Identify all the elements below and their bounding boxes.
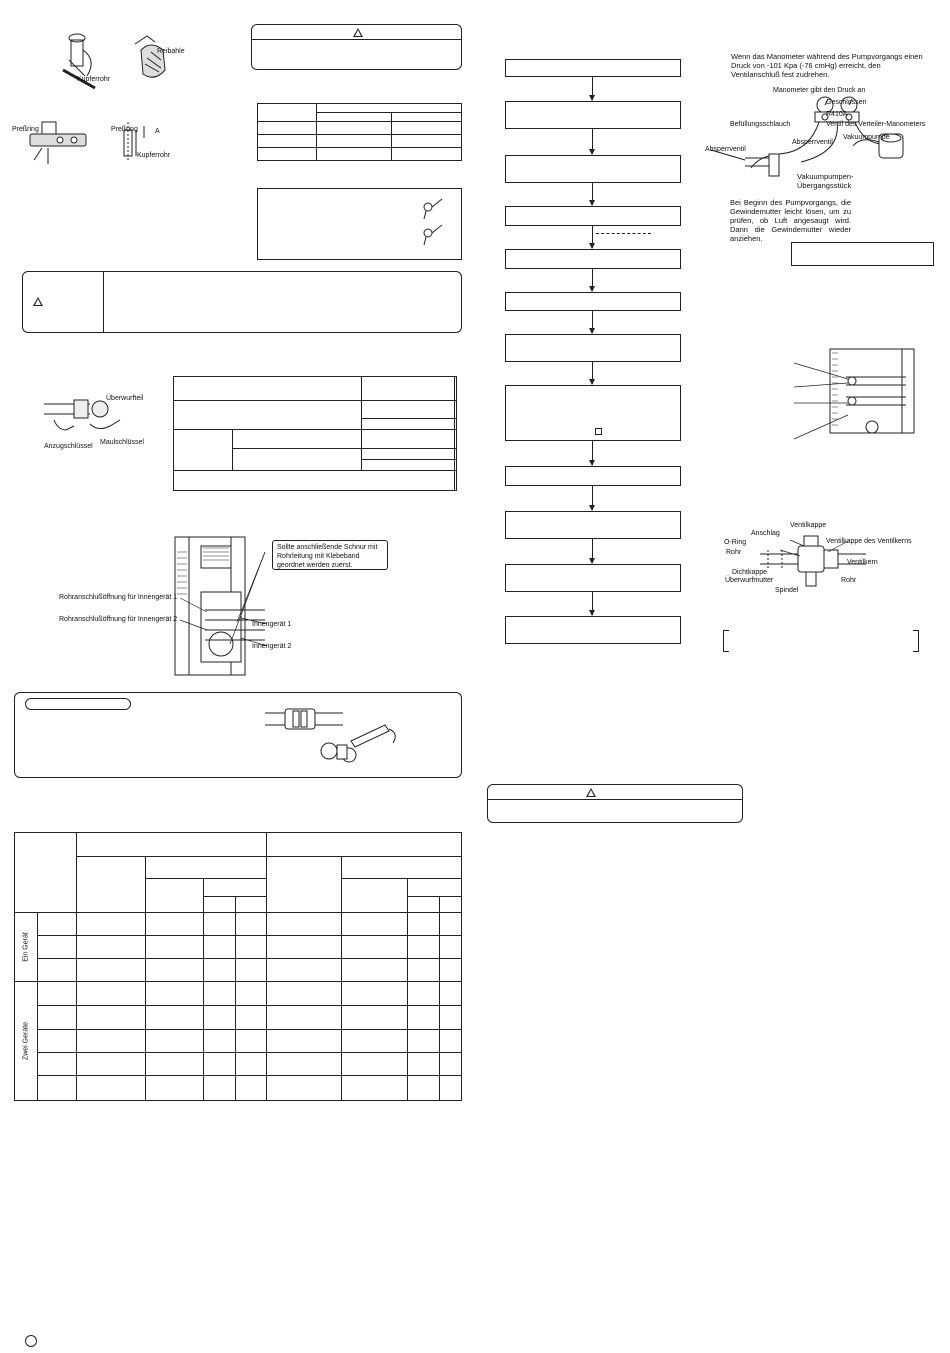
flare-tool-drawing — [12, 112, 172, 174]
flow-step-5 — [505, 249, 681, 269]
flaring-figure — [55, 30, 185, 100]
right-note-box — [791, 242, 934, 266]
shutoff-label-2: Absperrventil — [792, 139, 833, 146]
nut-figure — [30, 390, 150, 455]
manometer-label: Manometer gibt den Druck an — [773, 87, 866, 94]
valve-cap-label: Ventilkappe — [790, 522, 827, 529]
dimension-table — [257, 103, 462, 161]
fill-hose-label: Befüllungsschlauch — [730, 121, 791, 128]
seal-cap-label: Dichtkappe — [732, 569, 768, 576]
spindle-label: Spindel — [775, 587, 799, 594]
leak-test-box — [14, 692, 462, 778]
flow-step-9 — [505, 466, 681, 486]
warning-box — [22, 271, 462, 333]
pump-note-bottom: Bei Beginn des Pumpvorgangs, die Gewindemutter leicht lösen, um zu prüfen, ob Luft angesaugt wird. Dann die Gewindemutter wieder anziehen. — [730, 198, 851, 243]
nut-label: Überwurfteil — [106, 395, 144, 402]
torque-wrench-label: Anzugschlüssel — [44, 443, 93, 450]
note-box — [257, 188, 462, 260]
core-label: Ventilkern — [847, 559, 878, 566]
tube-label: Kupferrohr — [77, 76, 111, 83]
warning-icon — [33, 297, 43, 306]
flaring-drawing — [55, 30, 175, 100]
pipe-length-table — [14, 832, 462, 1101]
pump-figure — [703, 84, 938, 194]
indoor-label-1: Innengerät 1 — [252, 621, 292, 628]
opening-label-1: Rohranschlußöffnung für Innengerät 1 — [59, 594, 178, 601]
leak-test-drawing — [263, 699, 413, 771]
outdoor-callout: Sollte anschließende Schnur mit Rohrleitung mit Klebeband geordnet werden zuerst. — [272, 540, 388, 570]
pump-note-top: Wenn das Manometer während des Pumpvorgangs einen Druck von -101 Kpa (-76 cmHg) erreicht, den Ventilanschluß fest zudrehen. — [731, 52, 923, 79]
flow-arrow — [592, 183, 593, 205]
vacuum-pump-label: Vakuumpumpe — [843, 134, 890, 141]
flow-step-11 — [505, 564, 681, 592]
warning-icon — [586, 788, 596, 797]
warning-icon — [353, 28, 363, 37]
flow-step-2 — [505, 101, 681, 129]
valve-manifold-label: Ventil des Verteiler-Manometers — [826, 121, 926, 128]
o-ring-label: O-Ring — [724, 539, 747, 546]
flow-arrow — [592, 77, 593, 100]
flow-step-7 — [505, 334, 681, 362]
unit-valves-figure — [792, 347, 917, 447]
holding-wrench-label: Maulschlüssel — [100, 439, 144, 446]
flow-step-12 — [505, 616, 681, 644]
adapter-label: Vakuumpumpen-Übergangsstück — [797, 172, 854, 190]
flare-label-1: Preßring — [12, 126, 39, 133]
flow-step-6 — [505, 292, 681, 311]
leak-test-tab — [25, 698, 131, 710]
caution-box-2 — [487, 784, 743, 823]
small-symbol-icon — [595, 428, 602, 435]
pipe-label-2: Rohr — [841, 577, 857, 584]
flow-step-3 — [505, 155, 681, 183]
dashed-mark — [596, 233, 651, 234]
flow-step-10 — [505, 511, 681, 539]
flow-arrow — [592, 269, 593, 291]
gauge-check-icon — [416, 193, 456, 253]
valve-detail-figure — [720, 520, 938, 602]
unit-valves-drawing — [792, 347, 917, 447]
group-two-label: Zwei Geräte — [22, 1021, 30, 1061]
stop-label: Anschlag — [751, 530, 780, 537]
closed-label: Geschlossen — [826, 99, 867, 106]
flow-step-4 — [505, 206, 681, 226]
flow-arrow — [592, 441, 593, 465]
flare-tool-figure — [12, 112, 172, 174]
flare-label-2: Preßring — [111, 126, 138, 133]
flow-arrow — [592, 362, 593, 384]
flow-arrow — [592, 539, 593, 563]
outdoor-unit-figure — [55, 532, 395, 680]
torque-table — [173, 376, 457, 491]
opening-label-2: Rohranschlußöffnung für Innengerät 2 — [59, 616, 178, 623]
flow-arrow — [592, 226, 593, 248]
caution-box — [251, 24, 462, 70]
flow-arrow — [592, 129, 593, 154]
reamer-label: Reibahle — [157, 48, 185, 55]
core-cap-label: Ventilkappe des Ventilkerns — [826, 538, 912, 545]
shutoff-label-1: Absperrventil — [705, 146, 746, 153]
flow-step-8 — [505, 385, 681, 441]
tube-label-2: Kupferrohr — [137, 152, 171, 159]
flow-step-1 — [505, 59, 681, 77]
flow-arrow — [592, 311, 593, 333]
refrigerant-label: R410A — [826, 111, 848, 118]
pipe-label-1: Rohr — [726, 549, 742, 556]
bracket-note — [723, 630, 919, 650]
group-one-label: Ein Gerät — [22, 932, 30, 962]
dimension-label: A — [155, 128, 160, 135]
indoor-label-2: Innengerät 2 — [252, 643, 292, 650]
flow-arrow — [592, 486, 593, 510]
flow-arrow — [592, 592, 593, 615]
page-marker — [25, 1335, 37, 1347]
flare-nut-label: Überwurfmutter — [725, 577, 774, 584]
